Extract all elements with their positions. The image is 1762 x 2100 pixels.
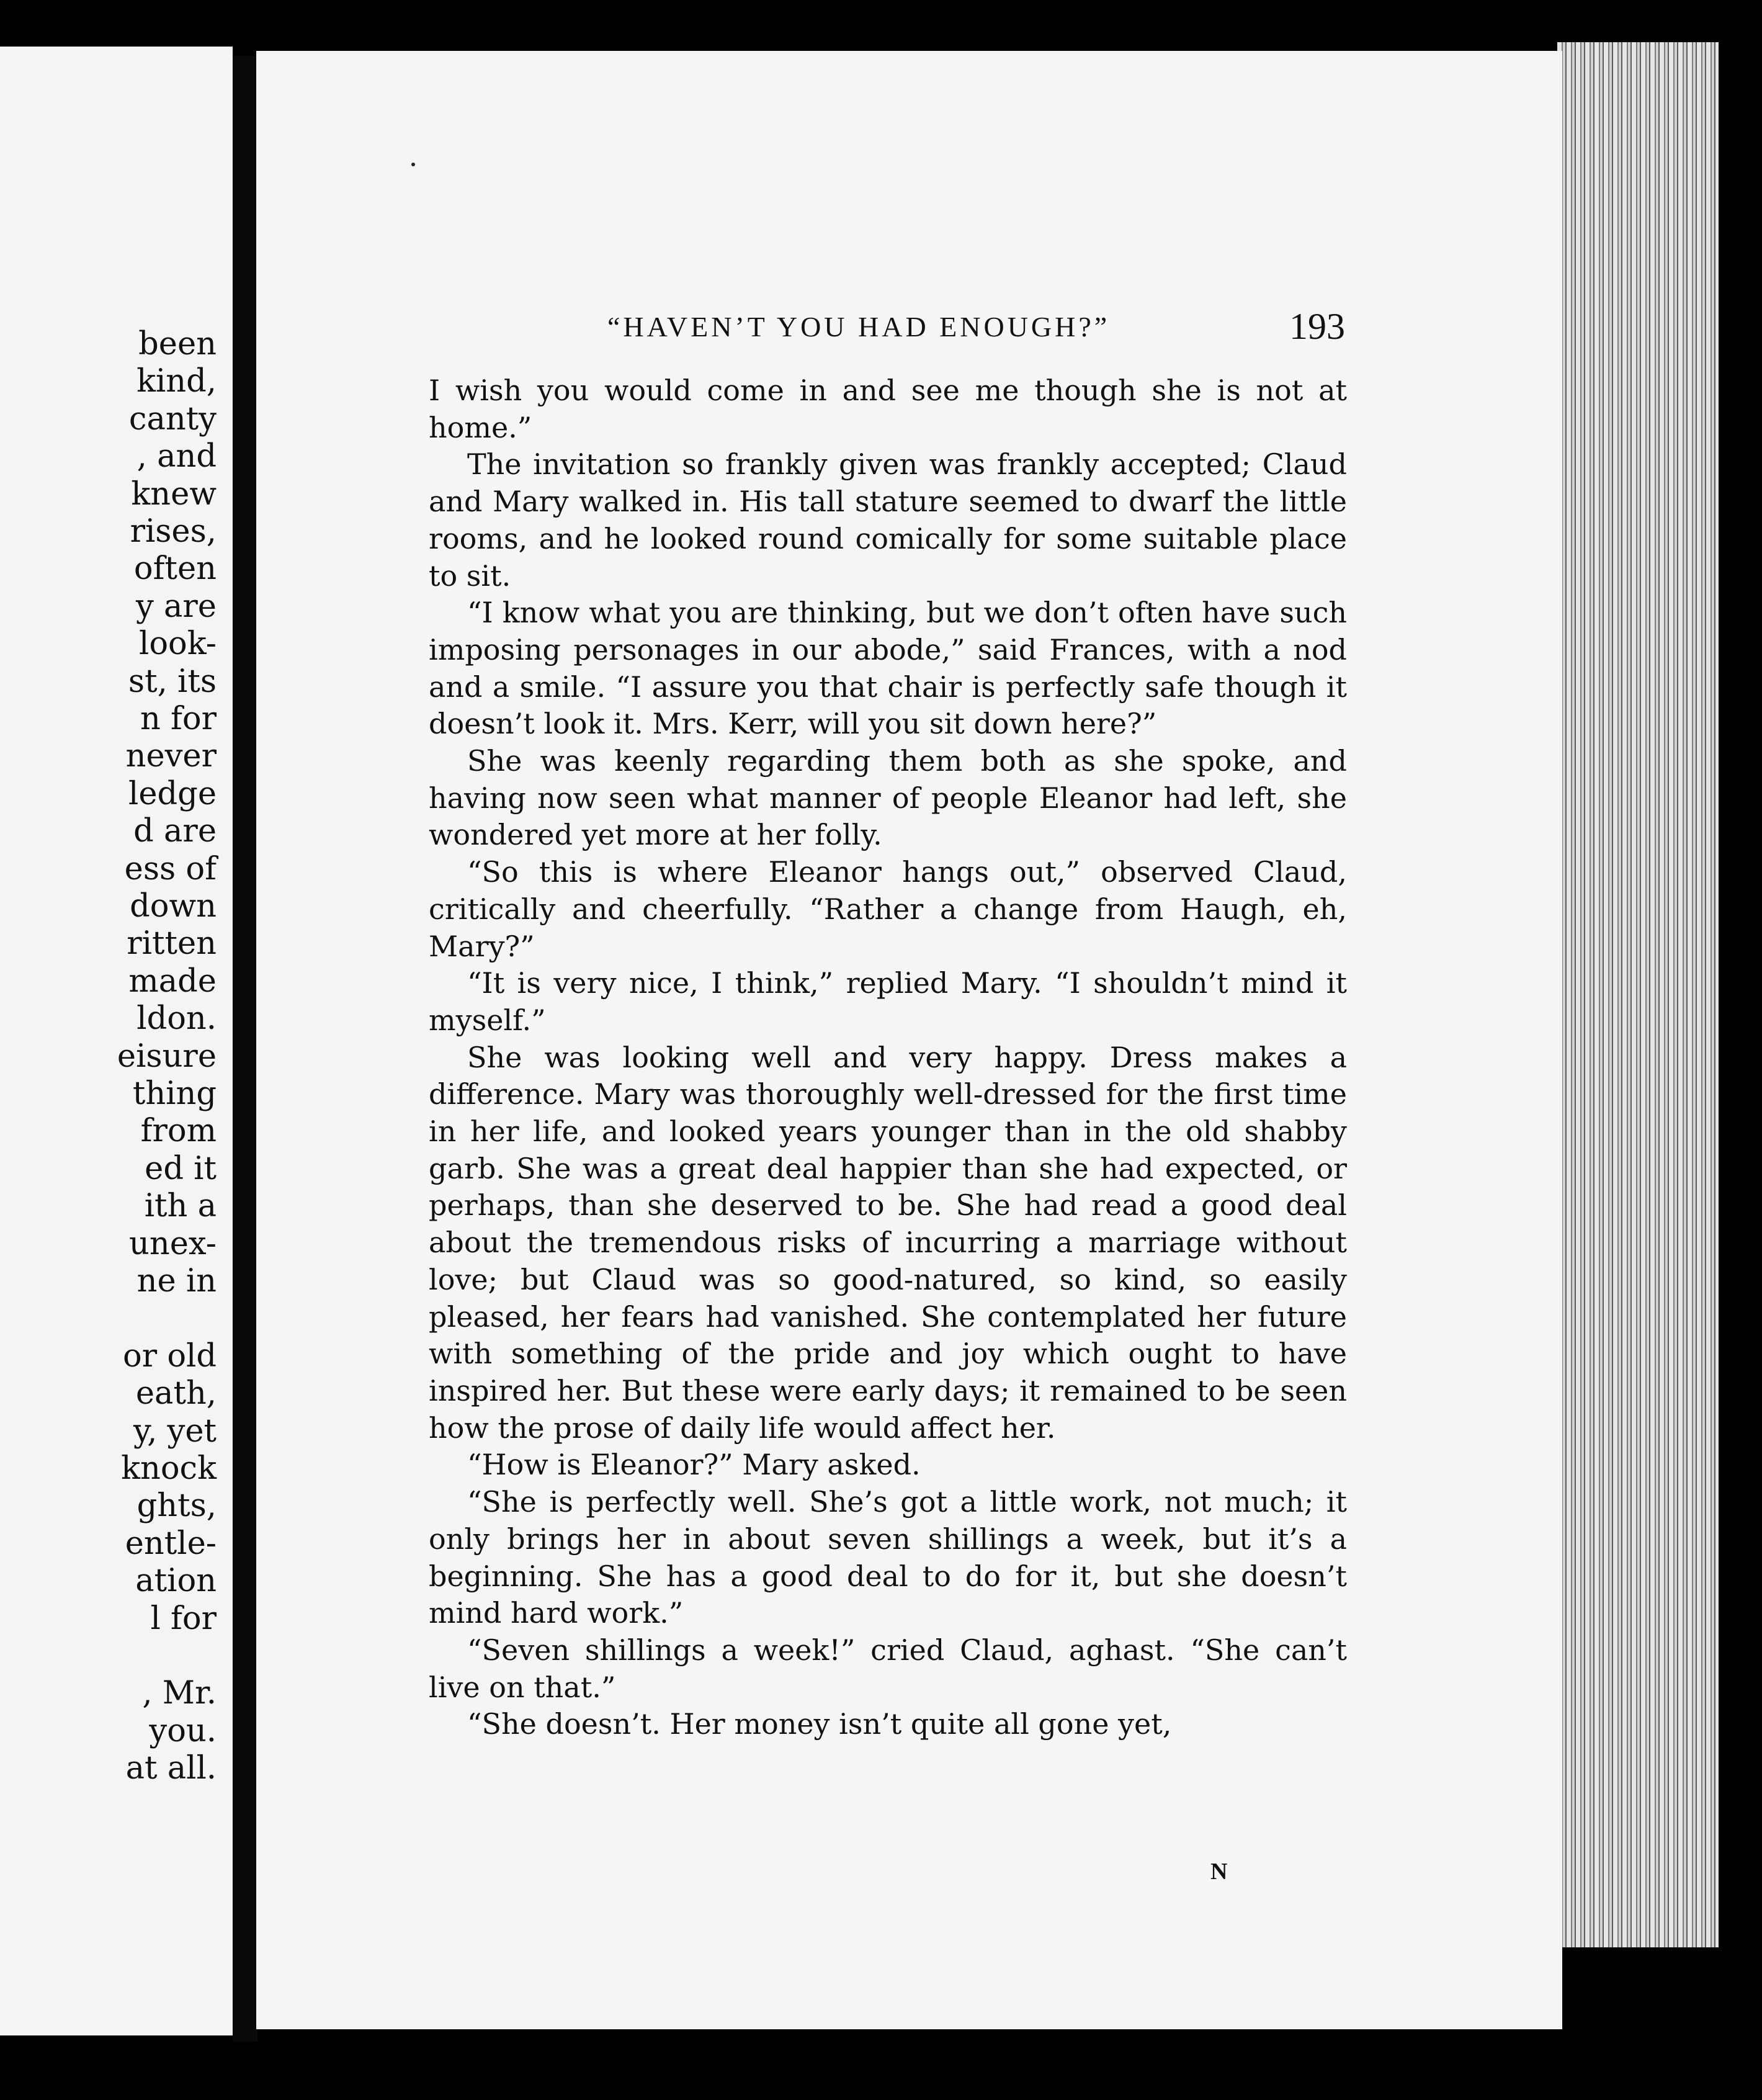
left-page-line-fragment: knock — [121, 1450, 217, 1487]
page-number: 193 — [1289, 306, 1345, 347]
paragraph: “She is perfectly well. She’s got a little work, not much; it only brings her in about seven shillings a week, but it’s a beginning. She has a good deal to do for it, but she doesn’t mind hard work.” — [429, 1485, 1347, 1630]
paragraph: She was looking well and very happy. Dress makes a difference. Mary was thoroughly well-dressed for the first time in her life, and looked years younger than in the old shabby garb. She was a great deal happier than she had expected, or perhaps, than she deserved to be. She had read a good deal about the tremendous risks of incurring a marriage without love; but Claud was so good-natured, so kind, so easily pleased, her fears had vanished. She contemplated her future with something of the pride and joy which ought to have inspired her. But these were early days; it remained to be seen how the prose of daily life would affect her. — [429, 1040, 1347, 1445]
paragraph: She was keenly regarding them both as she spoke, and having now seen what manner of people Eleanor had left, she wondered yet more at her folly. — [429, 744, 1347, 852]
left-page-line-fragment: entle- — [125, 1525, 217, 1562]
left-page-line-fragment: from — [140, 1113, 217, 1150]
left-page-line-fragment: often — [133, 550, 217, 588]
paragraph: “She doesn’t. Her money isn’t quite all gone yet, — [467, 1707, 1172, 1741]
left-page-line-fragment: ith a — [144, 1188, 217, 1225]
paragraph: “Seven shillings a week!” cried Claud, aghast. “She can’t live on that.” — [429, 1633, 1347, 1704]
left-page-line-fragment: y are — [136, 588, 217, 625]
left-page-line-fragment: been — [138, 326, 217, 362]
left-page-line-fragment: rises, — [130, 513, 217, 550]
left-page-line-fragment: canty — [128, 400, 217, 437]
paragraph: “How is Eleanor?” Mary asked. — [467, 1448, 921, 1482]
signature-mark: N — [1210, 1859, 1228, 1885]
dust-speck — [411, 163, 415, 166]
left-page-line-fragment: made — [128, 962, 217, 1000]
page-edges — [1557, 42, 1719, 1947]
left-facing-page — [0, 47, 233, 2035]
left-page-line-fragment: st, its — [128, 663, 217, 700]
paragraph: “I know what you are thinking, but we don’t often have such imposing personages in our abode,” said Frances, with a nod and a smile. “I assure you that chair is perfectly safe though it doesn’t look it. Mrs. Kerr, will you sit down here?” — [429, 596, 1347, 741]
left-page-line-fragment: ed it — [145, 1150, 217, 1187]
paragraph: I wish you would come in and see me though she is not at home.” — [429, 374, 1347, 444]
left-page-line-fragment: never — [125, 738, 217, 775]
right-page — [256, 51, 1562, 2029]
running-head — [256, 306, 1562, 354]
left-page-line-fragment: knew — [131, 475, 217, 513]
left-page-line-fragment: ledge — [128, 775, 217, 812]
left-page-line-fragment: eath, — [135, 1375, 217, 1412]
left-page-line-fragment: y, yet — [133, 1412, 217, 1450]
left-page-line-fragment: d are — [133, 813, 217, 850]
left-page-line-fragment: ghts, — [136, 1487, 217, 1525]
left-page-line-fragment: , and — [136, 438, 217, 475]
left-page-line-fragment: l for — [150, 1600, 217, 1637]
left-page-line-fragment: n for — [140, 701, 217, 737]
book-gutter — [233, 56, 257, 2042]
left-page-line-fragment: thing — [132, 1075, 217, 1112]
left-page-line-fragment: ation — [135, 1563, 217, 1600]
body-text — [429, 372, 1347, 1743]
paragraph: The invitation so frankly given was frankly accepted; Claud and Mary walked in. His tall stature seemed to dwarf the little rooms, and he looked round comically for some suitable place to sit. — [429, 447, 1347, 593]
left-page-line-fragment: kind, — [136, 363, 217, 400]
left-page-line-fragment: you. — [149, 1712, 217, 1749]
left-page-line-fragment: down — [130, 888, 217, 925]
left-page-line-fragment: at all. — [125, 1750, 217, 1787]
chapter-title: “HAVEN’T YOU HAD ENOUGH?” — [607, 311, 1111, 343]
left-page-line-fragment: , Mr. — [142, 1675, 217, 1712]
left-page-line-fragment: ess of — [124, 850, 217, 887]
left-page-line-fragment: ritten — [127, 925, 217, 962]
paragraph: “So this is where Eleanor hangs out,” observed Claud, critically and cheerfully. “Rather a change from Haugh, eh, Mary?” — [429, 855, 1347, 963]
left-page-line-fragment: ne in — [136, 1263, 217, 1299]
left-page-line-fragment: look- — [139, 626, 217, 663]
paragraph: “It is very nice, I think,” replied Mary. “I shouldn’t mind it myself.” — [429, 966, 1347, 1037]
left-page-line-fragment: eisure — [117, 1038, 217, 1075]
left-page-line-fragment: unex- — [129, 1225, 217, 1262]
left-page-line-fragment: ldon. — [136, 1000, 217, 1038]
left-page-line-fragment: or old — [123, 1337, 217, 1375]
